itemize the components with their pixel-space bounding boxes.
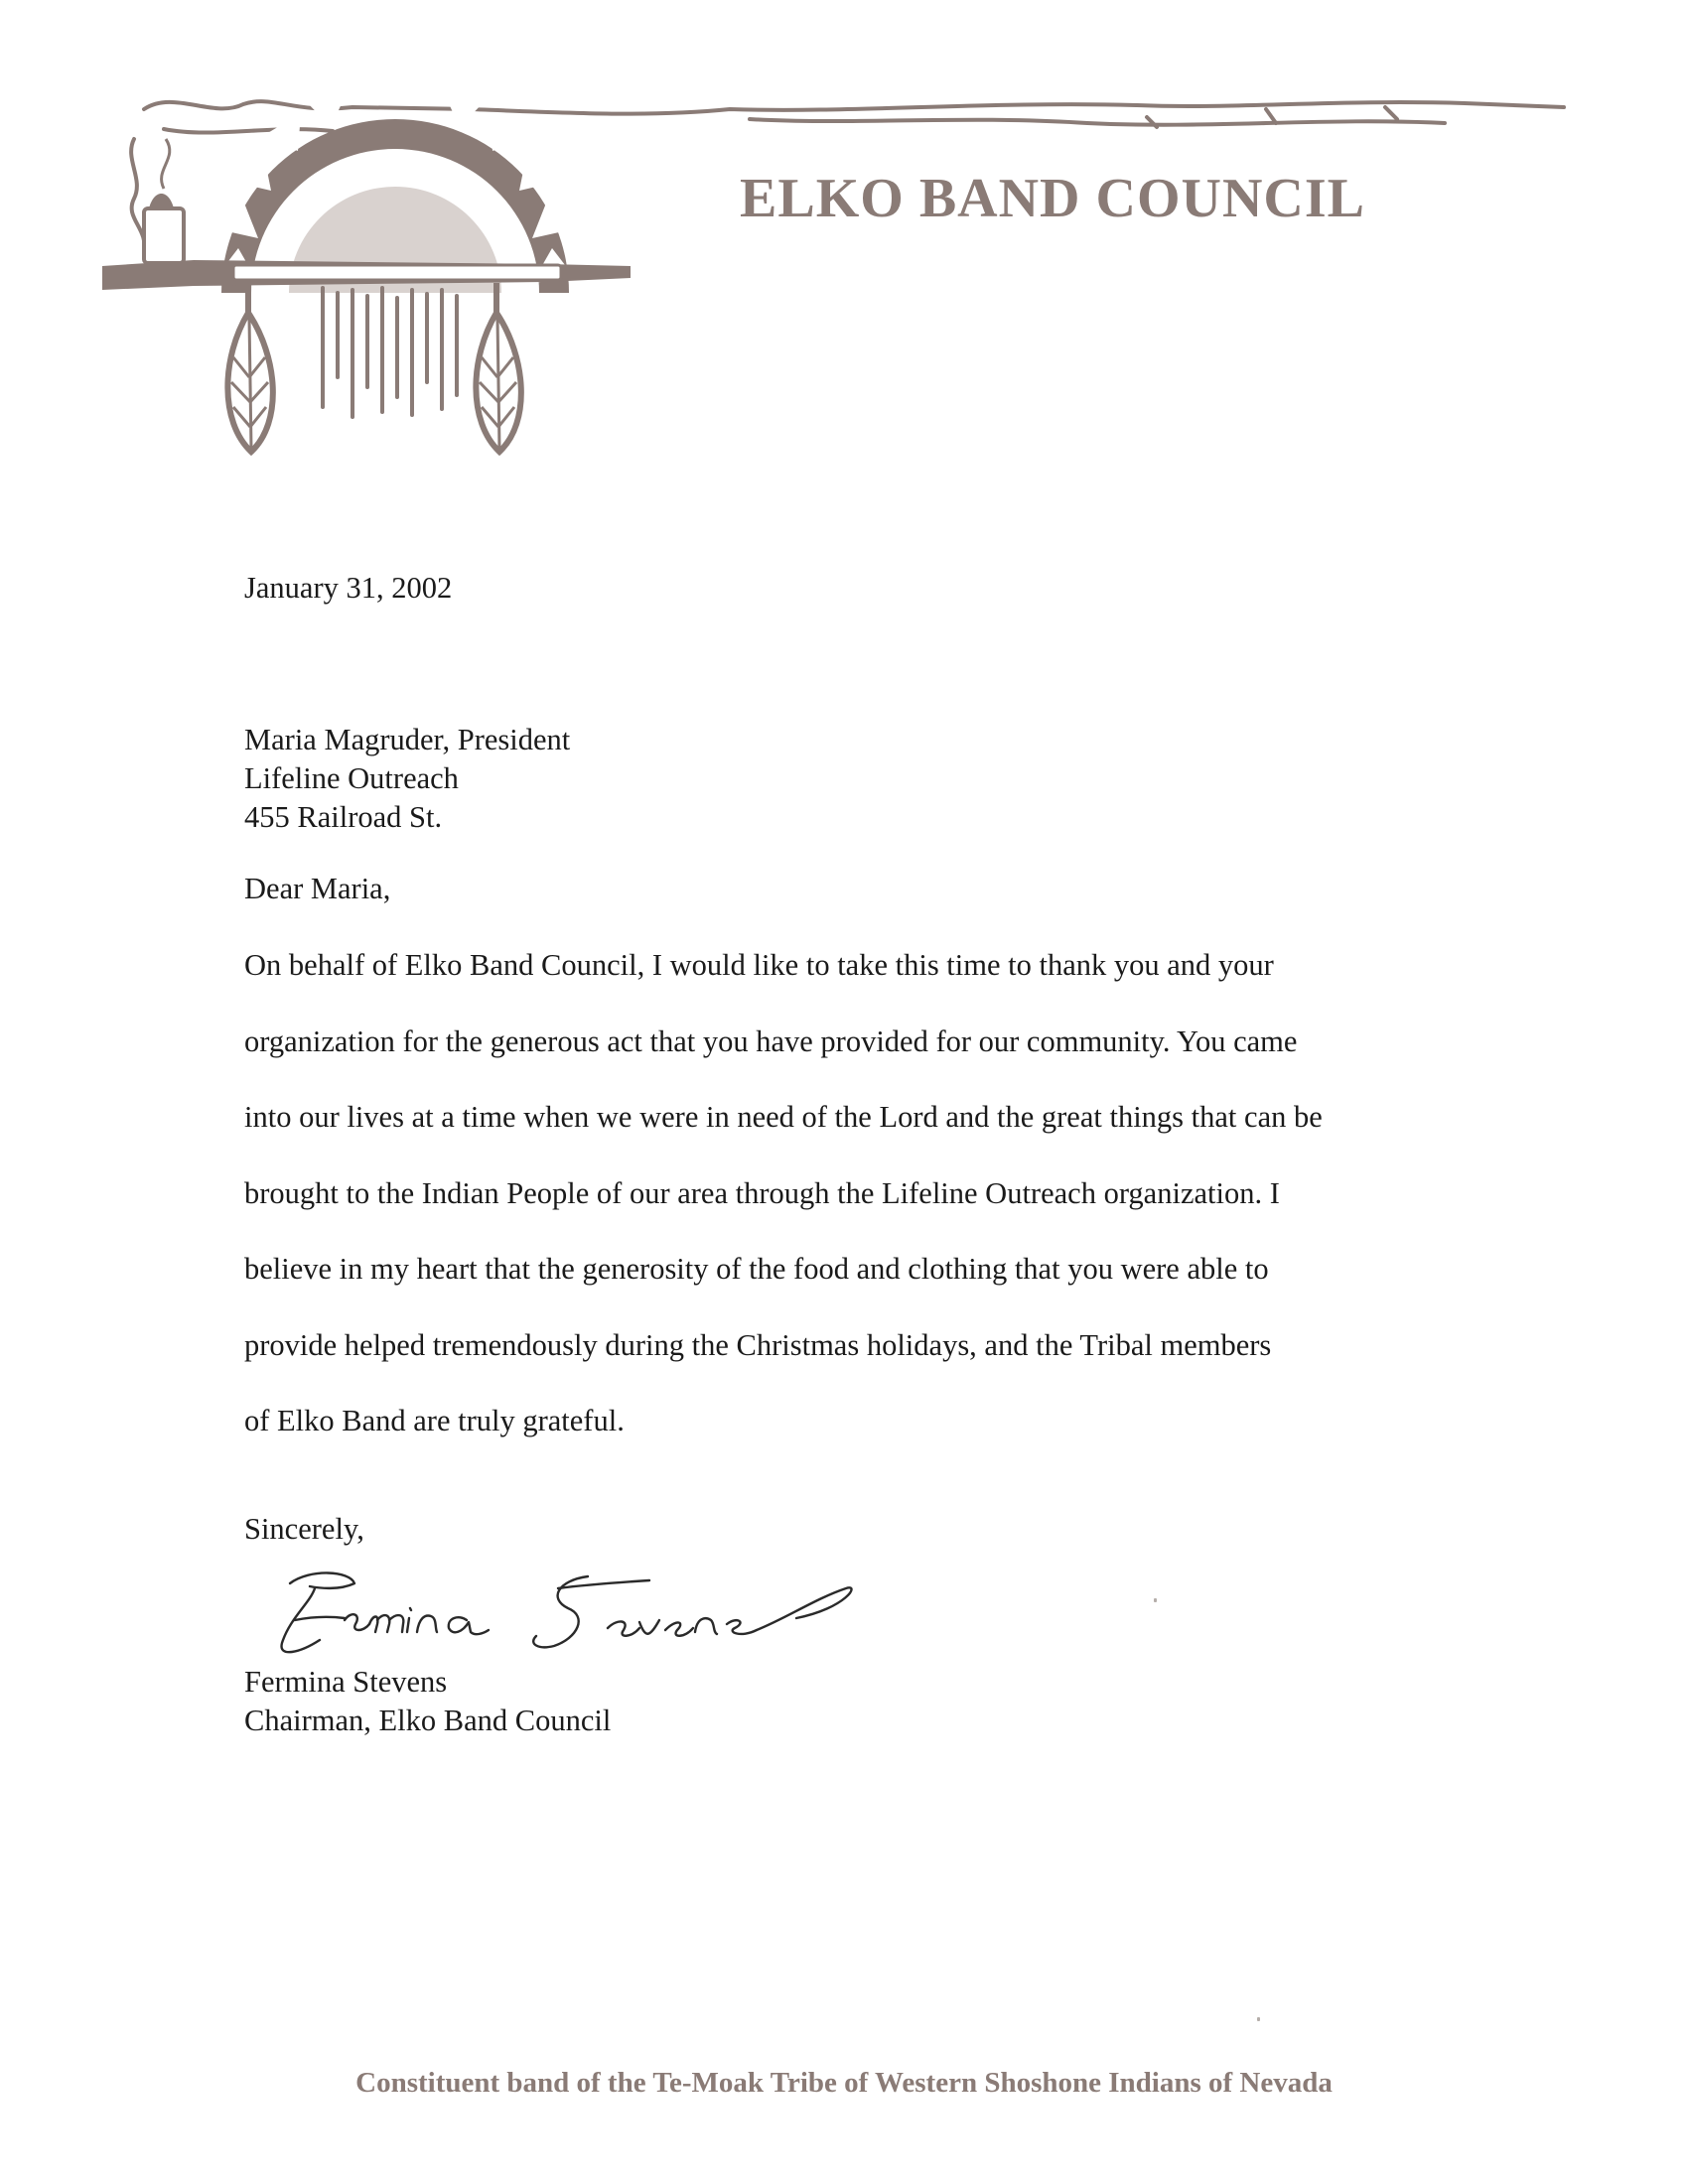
scan-speck: [1154, 1598, 1157, 1602]
body-line: provide helped tremendously during the Christmas holidays, and the Tribal members: [244, 1327, 1272, 1362]
organization-title: ELKO BAND COUNCIL: [740, 168, 1365, 229]
body-line: into our lives at a time when we were in need of the Lord and the great things that can be: [244, 1100, 1323, 1134]
letter-body: [244, 944, 1436, 1476]
signer-title: Chairman, Elko Band Council: [244, 1704, 612, 1737]
recipient-street: 455 Railroad St.: [244, 800, 443, 834]
body-line: organization for the generous act that you have provided for our community. You came: [244, 1024, 1298, 1058]
pipe-and-feathers-emblem-icon: [94, 79, 1584, 477]
signer-name: Fermina Stevens: [244, 1665, 448, 1699]
letterhead-footer: Constituent band of the Te-Moak Tribe of Western Shoshone Indians of Nevada: [355, 2067, 1333, 2099]
recipient-address: [244, 721, 570, 837]
signer-block: [244, 1663, 611, 1740]
recipient-name: Maria Magruder, President: [244, 723, 571, 756]
body-line: brought to the Indian People of our area through the Lifeline Outreach organization. I: [244, 1175, 1280, 1210]
recipient-organization: Lifeline Outreach: [244, 761, 459, 795]
closing: Sincerely,: [244, 1512, 364, 1546]
body-line: believe in my heart that the generosity of the food and clothing that you were able to: [244, 1252, 1269, 1286]
handwritten-signature: [260, 1559, 856, 1668]
letter-date: January 31, 2002: [244, 571, 453, 605]
scan-speck: [1257, 2017, 1260, 2021]
body-line: of Elko Band are truly grateful.: [244, 1404, 625, 1437]
salutation: Dear Maria,: [244, 872, 391, 905]
body-line: On behalf of Elko Band Council, I would like to take this time to thank you and your: [244, 948, 1274, 982]
